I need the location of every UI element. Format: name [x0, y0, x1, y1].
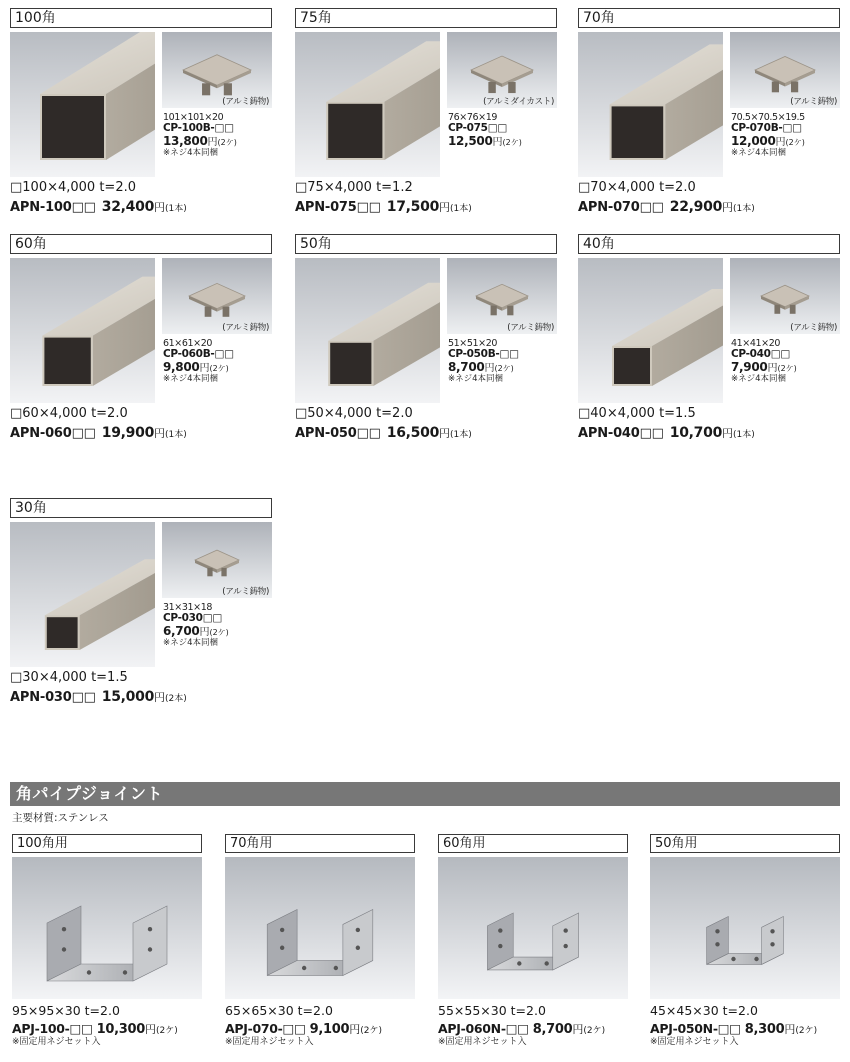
pipe-price-value: 10,700	[669, 425, 723, 441]
cap-dimensions: 70.5×70.5×19.5	[731, 112, 805, 123]
pipe-product-card	[295, 8, 557, 218]
cap-price-unit: 円	[199, 627, 210, 638]
joint-product-card	[12, 834, 202, 1048]
cap-price	[163, 134, 275, 148]
cap-image	[162, 522, 272, 598]
joint-note: ※固定用ネジセット入	[650, 1037, 739, 1047]
joint-price-value: 8,700	[532, 1022, 573, 1037]
pipe-price-value: 17,500	[386, 199, 440, 215]
cap-price-value: 9,800	[163, 360, 200, 374]
joint-model-code: APJ-050N-□□	[650, 1021, 741, 1036]
pipe-image	[10, 32, 155, 177]
joint-illustration	[225, 857, 415, 999]
pipe-price-value: 15,000	[101, 689, 155, 705]
pipe-model-line	[10, 686, 187, 705]
cap-price-unit: 円	[207, 137, 218, 148]
cap-note: ※ネジ4本同梱	[163, 148, 219, 158]
joint-illustration	[12, 857, 202, 999]
pipe-quantity: (1本)	[450, 204, 472, 214]
cap-price	[163, 624, 275, 638]
pipe-image	[10, 522, 155, 667]
pipe-price-unit: 円	[154, 427, 166, 440]
cap-price-unit: 円	[767, 363, 778, 374]
cap-material-label: (アルミ鋳物)	[222, 97, 269, 107]
pipe-product-card	[578, 234, 840, 444]
cap-model-code: CP-040□□	[731, 348, 790, 360]
pipe-size-header: 50角	[295, 234, 557, 254]
pipe-spec: □75×4,000 t=1.2	[295, 180, 413, 195]
cap-price-value: 13,800	[163, 134, 208, 148]
cap-note: ※ネジ4本同梱	[731, 374, 787, 384]
cap-quantity: (2ケ)	[494, 364, 514, 373]
cap-model-code: CP-030□□	[163, 612, 222, 624]
cap-material-label: (アルミ鋳物)	[222, 587, 269, 597]
cap-info	[448, 338, 560, 385]
cap-model-code: CP-070B-□□	[731, 122, 802, 134]
pipe-spec: □50×4,000 t=2.0	[295, 406, 413, 421]
joint-model-code: APJ-070-□□	[225, 1021, 306, 1036]
joint-price-unit: 円	[144, 1023, 156, 1036]
joint-price-unit: 円	[784, 1023, 796, 1036]
pipe-spec: □30×4,000 t=1.5	[10, 670, 128, 685]
pipe-price-unit: 円	[439, 427, 451, 440]
pipe-price-unit: 円	[154, 201, 166, 214]
pipe-model-code: APN-030□□	[10, 690, 96, 705]
pipe-price-unit: 円	[439, 201, 451, 214]
joint-material: 主要材質:ステンレス	[12, 812, 109, 824]
pipe-size-header: 40角	[578, 234, 840, 254]
joint-model-code: APJ-060N-□□	[438, 1021, 529, 1036]
cap-material-label: (アルミ鋳物)	[790, 323, 837, 333]
joint-image	[225, 857, 415, 999]
joint-quantity: (2ケ)	[583, 1026, 606, 1036]
joint-note: ※固定用ネジセット入	[438, 1037, 527, 1047]
cap-image	[447, 258, 557, 334]
pipe-model-code: APN-070□□	[578, 200, 664, 215]
joint-size-header: 50角用	[650, 834, 840, 853]
cap-dimensions: 76×76×19	[448, 112, 497, 123]
cap-quantity: (2ケ)	[785, 138, 805, 147]
pipe-image	[10, 258, 155, 403]
pipe-model-line	[10, 196, 187, 215]
cap-info	[448, 112, 560, 148]
cap-model-code: CP-075□□	[448, 122, 507, 134]
pipe-model-line	[10, 422, 187, 441]
pipe-product-card	[10, 498, 272, 708]
pipe-size-header: 100角	[10, 8, 272, 28]
pipe-size-header: 60角	[10, 234, 272, 254]
cap-price-value: 8,700	[448, 360, 485, 374]
joint-product-card	[225, 834, 415, 1048]
pipe-size-header: 70角	[578, 8, 840, 28]
pipe-product-card	[10, 8, 272, 218]
pipe-model-line	[295, 422, 472, 441]
pipe-product-card	[295, 234, 557, 444]
cap-model-code: CP-100B-□□	[163, 122, 234, 134]
pipe-illustration	[10, 522, 155, 667]
cap-note: ※ネジ4本同梱	[448, 374, 504, 384]
cap-quantity: (2ケ)	[777, 364, 797, 373]
pipe-quantity: (2本)	[165, 694, 187, 704]
cap-quantity: (2ケ)	[209, 364, 229, 373]
joint-section-title: 角パイプジョイント	[10, 782, 840, 806]
cap-price-value: 12,000	[731, 134, 776, 148]
pipe-model-code: APN-075□□	[295, 200, 381, 215]
cap-material-label: (アルミ鋳物)	[222, 323, 269, 333]
cap-material-label: (アルミ鋳物)	[790, 97, 837, 107]
pipe-image	[578, 258, 723, 403]
cap-info	[731, 338, 843, 385]
cap-info	[163, 112, 275, 159]
cap-note: ※ネジ4本同梱	[163, 638, 219, 648]
pipe-illustration	[295, 32, 440, 177]
pipe-quantity: (1本)	[733, 204, 755, 214]
cap-image	[162, 258, 272, 334]
joint-spec: 95×95×30 t=2.0	[12, 1003, 120, 1018]
joint-product-card	[650, 834, 840, 1048]
cap-dimensions: 101×101×20	[163, 112, 224, 123]
pipe-illustration	[578, 258, 723, 403]
cap-price-unit: 円	[199, 363, 210, 374]
pipe-quantity: (1本)	[165, 430, 187, 440]
joint-price-unit: 円	[349, 1023, 361, 1036]
pipe-model-code: APN-050□□	[295, 426, 381, 441]
cap-price	[731, 134, 843, 148]
cap-note: ※ネジ4本同梱	[163, 374, 219, 384]
cap-quantity: (2ケ)	[209, 628, 229, 637]
pipe-model-code: APN-060□□	[10, 426, 96, 441]
pipe-image	[295, 258, 440, 403]
joint-spec: 45×45×30 t=2.0	[650, 1003, 758, 1018]
cap-info	[163, 338, 275, 385]
cap-material-label: (アルミ鋳物)	[507, 323, 554, 333]
cap-dimensions: 41×41×20	[731, 338, 780, 349]
pipe-spec: □40×4,000 t=1.5	[578, 406, 696, 421]
pipe-image	[578, 32, 723, 177]
cap-price-value: 12,500	[448, 134, 493, 148]
joint-note: ※固定用ネジセット入	[225, 1037, 314, 1047]
joint-spec: 65×65×30 t=2.0	[225, 1003, 333, 1018]
joint-image	[12, 857, 202, 999]
cap-image	[447, 32, 557, 108]
pipe-illustration	[10, 258, 155, 403]
joint-size-header: 60角用	[438, 834, 628, 853]
pipe-illustration	[10, 32, 155, 177]
joint-illustration	[438, 857, 628, 999]
pipe-model-code: APN-100□□	[10, 200, 96, 215]
cap-quantity: (2ケ)	[502, 138, 522, 147]
cap-price	[731, 360, 843, 374]
pipe-price-value: 32,400	[101, 199, 155, 215]
cap-image	[730, 258, 840, 334]
cap-dimensions: 51×51×20	[448, 338, 497, 349]
joint-quantity: (2ケ)	[795, 1026, 818, 1036]
pipe-quantity: (1本)	[450, 430, 472, 440]
cap-price-value: 7,900	[731, 360, 768, 374]
cap-image	[730, 32, 840, 108]
joint-size-header: 70角用	[225, 834, 415, 853]
cap-image	[162, 32, 272, 108]
cap-price-unit: 円	[775, 137, 786, 148]
joint-spec: 55×55×30 t=2.0	[438, 1003, 546, 1018]
pipe-illustration	[578, 32, 723, 177]
cap-price-unit: 円	[484, 363, 495, 374]
cap-dimensions: 61×61×20	[163, 338, 212, 349]
joint-price-value: 8,300	[744, 1022, 785, 1037]
cap-material-label: (アルミダイカスト)	[483, 97, 554, 107]
pipe-spec: □100×4,000 t=2.0	[10, 180, 137, 195]
joint-price-value: 9,100	[309, 1022, 350, 1037]
cap-dimensions: 31×31×18	[163, 602, 212, 613]
pipe-model-line	[578, 196, 755, 215]
pipe-model-line	[578, 422, 755, 441]
joint-image	[438, 857, 628, 999]
pipe-quantity: (1本)	[733, 430, 755, 440]
pipe-illustration	[295, 258, 440, 403]
pipe-product-card	[10, 234, 272, 444]
pipe-model-line	[295, 196, 472, 215]
joint-price-unit: 円	[572, 1023, 584, 1036]
cap-info	[731, 112, 843, 159]
pipe-price-unit: 円	[722, 201, 734, 214]
joint-quantity: (2ケ)	[360, 1026, 382, 1036]
joint-price-value: 10,300	[96, 1022, 145, 1037]
pipe-size-header: 75角	[295, 8, 557, 28]
cap-price-unit: 円	[492, 137, 503, 148]
pipe-price-value: 22,900	[669, 199, 723, 215]
cap-model-code: CP-060B-□□	[163, 348, 234, 360]
joint-note: ※固定用ネジセット入	[12, 1037, 101, 1047]
cap-price	[448, 134, 560, 148]
cap-model-code: CP-050B-□□	[448, 348, 519, 360]
pipe-image	[295, 32, 440, 177]
pipe-price-value: 19,900	[101, 425, 155, 441]
pipe-spec: □60×4,000 t=2.0	[10, 406, 128, 421]
pipe-price-unit: 円	[722, 427, 734, 440]
joint-product-card	[438, 834, 628, 1048]
joint-image	[650, 857, 840, 999]
cap-price	[448, 360, 560, 374]
cap-quantity: (2ケ)	[217, 138, 237, 147]
pipe-price-value: 16,500	[386, 425, 440, 441]
pipe-quantity: (1本)	[165, 204, 187, 214]
joint-illustration	[650, 857, 840, 999]
pipe-model-code: APN-040□□	[578, 426, 664, 441]
cap-info	[163, 602, 275, 649]
pipe-product-card	[578, 8, 840, 218]
cap-note: ※ネジ4本同梱	[731, 148, 787, 158]
pipe-spec: □70×4,000 t=2.0	[578, 180, 696, 195]
joint-size-header: 100角用	[12, 834, 202, 853]
cap-price	[163, 360, 275, 374]
pipe-price-unit: 円	[154, 691, 166, 704]
pipe-size-header: 30角	[10, 498, 272, 518]
joint-quantity: (2ケ)	[155, 1026, 178, 1036]
joint-model-code: APJ-100-□□	[12, 1021, 93, 1036]
cap-price-value: 6,700	[163, 624, 200, 638]
